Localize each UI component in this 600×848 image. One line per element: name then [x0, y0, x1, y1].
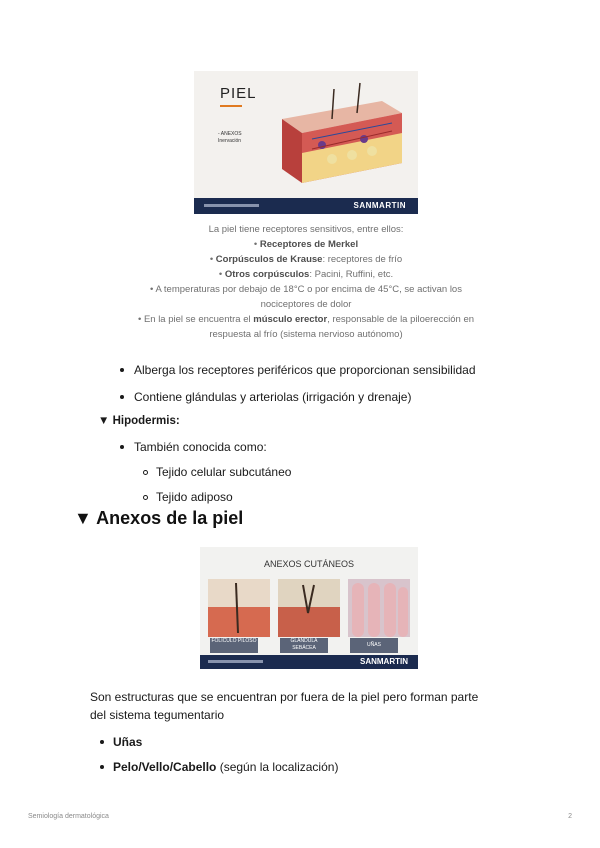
footer-page-number: 2 [568, 813, 572, 820]
bullet-dot [100, 765, 104, 769]
sub-bullet-ring [143, 470, 148, 475]
slide-label: GLÁNDULA SEBÁCEA [280, 638, 328, 653]
toggle-hipodermis[interactable] [98, 413, 180, 429]
caption-text: A temperaturas por debajo de 18°C o por encima de 45°C, se activan los [155, 284, 462, 295]
toggle-triangle-icon[interactable]: ▼ [74, 508, 92, 528]
slide-footer-text [204, 204, 259, 207]
caption-bold: Otros corpúsculos [224, 269, 310, 280]
slide-footer-bar [194, 198, 418, 214]
caption-text: : Pacini, Ruffini, etc. [309, 269, 394, 280]
brand-logo: SANMARTIN [353, 201, 406, 210]
title-underline [220, 105, 242, 107]
slide-title: ANEXOS CUTÁNEOS [263, 559, 355, 569]
list-item-bold: Pelo/Vello/Cabello [113, 760, 217, 774]
caption-line: • Otros corpúsculos: Pacini, Ruffini, etc. [218, 269, 394, 280]
caption-line: respuesta al frío (sistema nervioso autónomo) [209, 329, 403, 340]
bullet-dot [120, 445, 124, 449]
footer-doc-title: Semiología dermatológica [28, 813, 109, 820]
toggle-triangle-icon[interactable]: ▼ [98, 415, 110, 427]
slide-footer-bar [200, 655, 418, 669]
sub-bullet-ring [143, 495, 148, 500]
list-item: También conocida como: [134, 440, 267, 454]
brand-logo: SANMARTIN [360, 657, 408, 666]
anexos-cutaneos-image [200, 547, 418, 669]
skin-diagram-image [194, 71, 418, 214]
list-item: Alberga los receptores periféricos que proporcionan sensibilidad [134, 363, 476, 377]
list-item-text: (según la localización) [216, 760, 339, 774]
sub-list-item: Tejido adiposo [156, 490, 233, 504]
paragraph-line: del sistema tegumentario [90, 708, 225, 722]
paragraph [90, 688, 478, 724]
caption-line: • Corpúsculos de Krause: receptores de frío [209, 254, 403, 265]
caption-bold: músculo erector [253, 314, 328, 325]
caption-line: nociceptores de dolor [260, 299, 352, 310]
list-item: Uñas [113, 735, 143, 749]
caption-line: • Receptores de Merkel [253, 239, 359, 250]
sub-list-item: Tejido celular subcutáneo [156, 465, 292, 479]
paragraph-line: Son estructuras que se encuentran por fuera de la piel pero forman parte [90, 690, 479, 704]
list-item: Contiene glándulas y arteriolas (irrigación y drenaje) [134, 390, 412, 404]
caption-bold: Corpúsculos de Krause [215, 254, 323, 265]
caption-line: La piel tiene receptores sensitivos, entre ellos: [208, 224, 404, 235]
toggle-label: Hipodermis: [112, 415, 180, 427]
slide-label: FOLÍCULO PILOSO [210, 638, 258, 653]
caption-text: : receptores de frío [322, 254, 403, 265]
slide-title: PIEL [220, 85, 257, 102]
caption-line: • A temperaturas por debajo de 18°C o por encima de 45°C, se activan los [150, 284, 462, 295]
slide-footer-text [208, 660, 263, 663]
anexos-illustration [208, 573, 410, 639]
list-item [113, 759, 338, 775]
caption-bold: Receptores de Merkel [259, 239, 359, 250]
caption-text: En la piel se encuentra el [143, 314, 254, 325]
slide-label: UÑAS [350, 638, 398, 653]
image-caption [120, 222, 492, 342]
skin-cross-section-illustration [272, 79, 412, 191]
bullet-dot [120, 395, 124, 399]
section-heading-anexos[interactable] [74, 508, 243, 529]
bullet-dot [120, 368, 124, 372]
caption-line: • En la piel se encuentra el músculo erector, responsable de la piloerección en [137, 314, 475, 325]
side-text-line: Inervación [218, 138, 242, 144]
heading-text: Anexos de la piel [96, 508, 244, 528]
slide-side-text [218, 131, 242, 145]
caption-text: , responsable de la piloerección en [327, 314, 475, 325]
bullet-dot [100, 740, 104, 744]
side-text-line: - ANEXOS [218, 131, 242, 137]
